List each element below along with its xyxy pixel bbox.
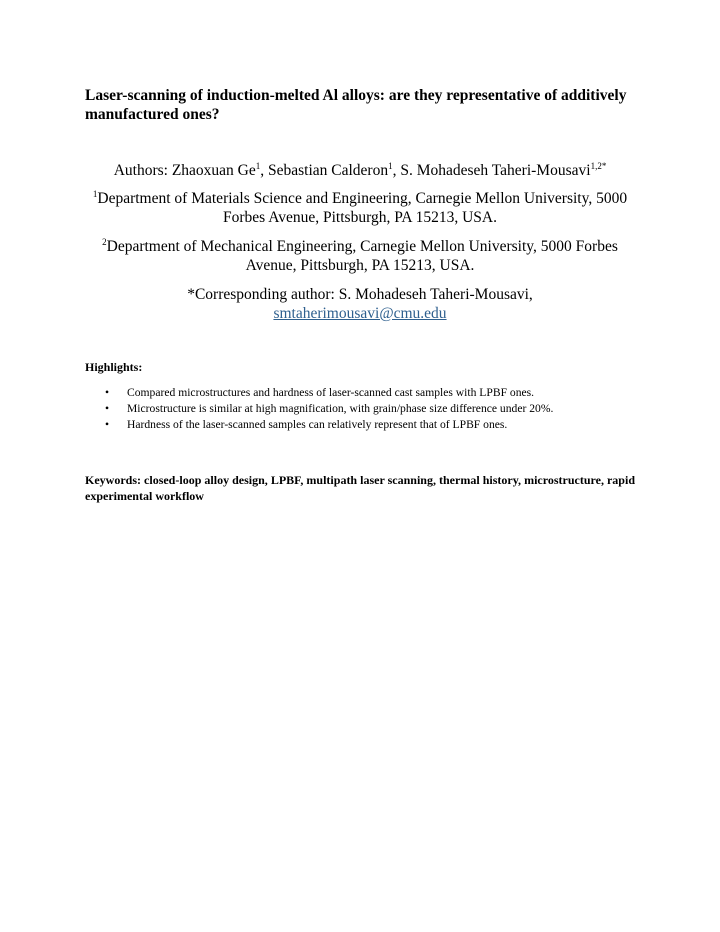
highlights-heading: Highlights:: [85, 360, 143, 374]
affiliation-mark: 1: [92, 188, 98, 199]
highlights-list: [85, 385, 645, 433]
affiliation-text: Department of Mechanical Engineering, Carnegie Mellon University, 5000 Forbes Avenue, Pittsburgh, PA 15213, USA.: [106, 238, 618, 274]
affiliation-mark: 2: [102, 236, 107, 247]
author-separator: ,: [260, 162, 268, 179]
author-name: Sebastian Calderon: [268, 162, 389, 179]
keywords: Keywords: closed-loop alloy design, LPBF, multipath laser scanning, thermal history, microstructure, rapid experimental workflow: [85, 473, 635, 503]
affiliation-2: [80, 237, 640, 275]
authors-prefix: Authors:: [113, 162, 172, 179]
affiliation-text: Department of Materials Science and Engineering, Carnegie Mellon University, 5000 Forbes Avenue, Pittsburgh, PA 15213, USA.: [97, 190, 628, 226]
author-name: S. Mohadeseh Taheri-Mousavi: [400, 162, 591, 179]
author-separator: ,: [392, 162, 401, 179]
corresponding-author: [80, 285, 640, 323]
highlight-item: • Compared microstructures and hardness of laser-scanned cast samples with LPBF ones.: [85, 385, 645, 401]
author-affiliation-mark: 1: [388, 160, 393, 171]
corresponding-author-text: *Corresponding author: S. Mohadeseh Taheri-Mousavi,: [187, 286, 533, 303]
highlight-item: • Hardness of the laser-scanned samples can relatively represent that of LPBF ones.: [85, 417, 645, 433]
author-affiliation-mark: 1: [255, 160, 261, 171]
paper-title: Laser-scanning of induction-melted Al alloys: are they representative of additively manufactured ones?: [85, 87, 627, 123]
author-name: Zhaoxuan Ge: [171, 162, 256, 179]
corresponding-email-link[interactable]: smtaherimousavi@cmu.edu: [273, 305, 447, 322]
authors-line: [80, 161, 640, 180]
affiliation-1: [80, 189, 640, 227]
highlight-item: • Microstructure is similar at high magnification, with grain/phase size difference under 20%.: [85, 401, 645, 417]
author-affiliation-mark: 1,2*: [590, 160, 607, 171]
